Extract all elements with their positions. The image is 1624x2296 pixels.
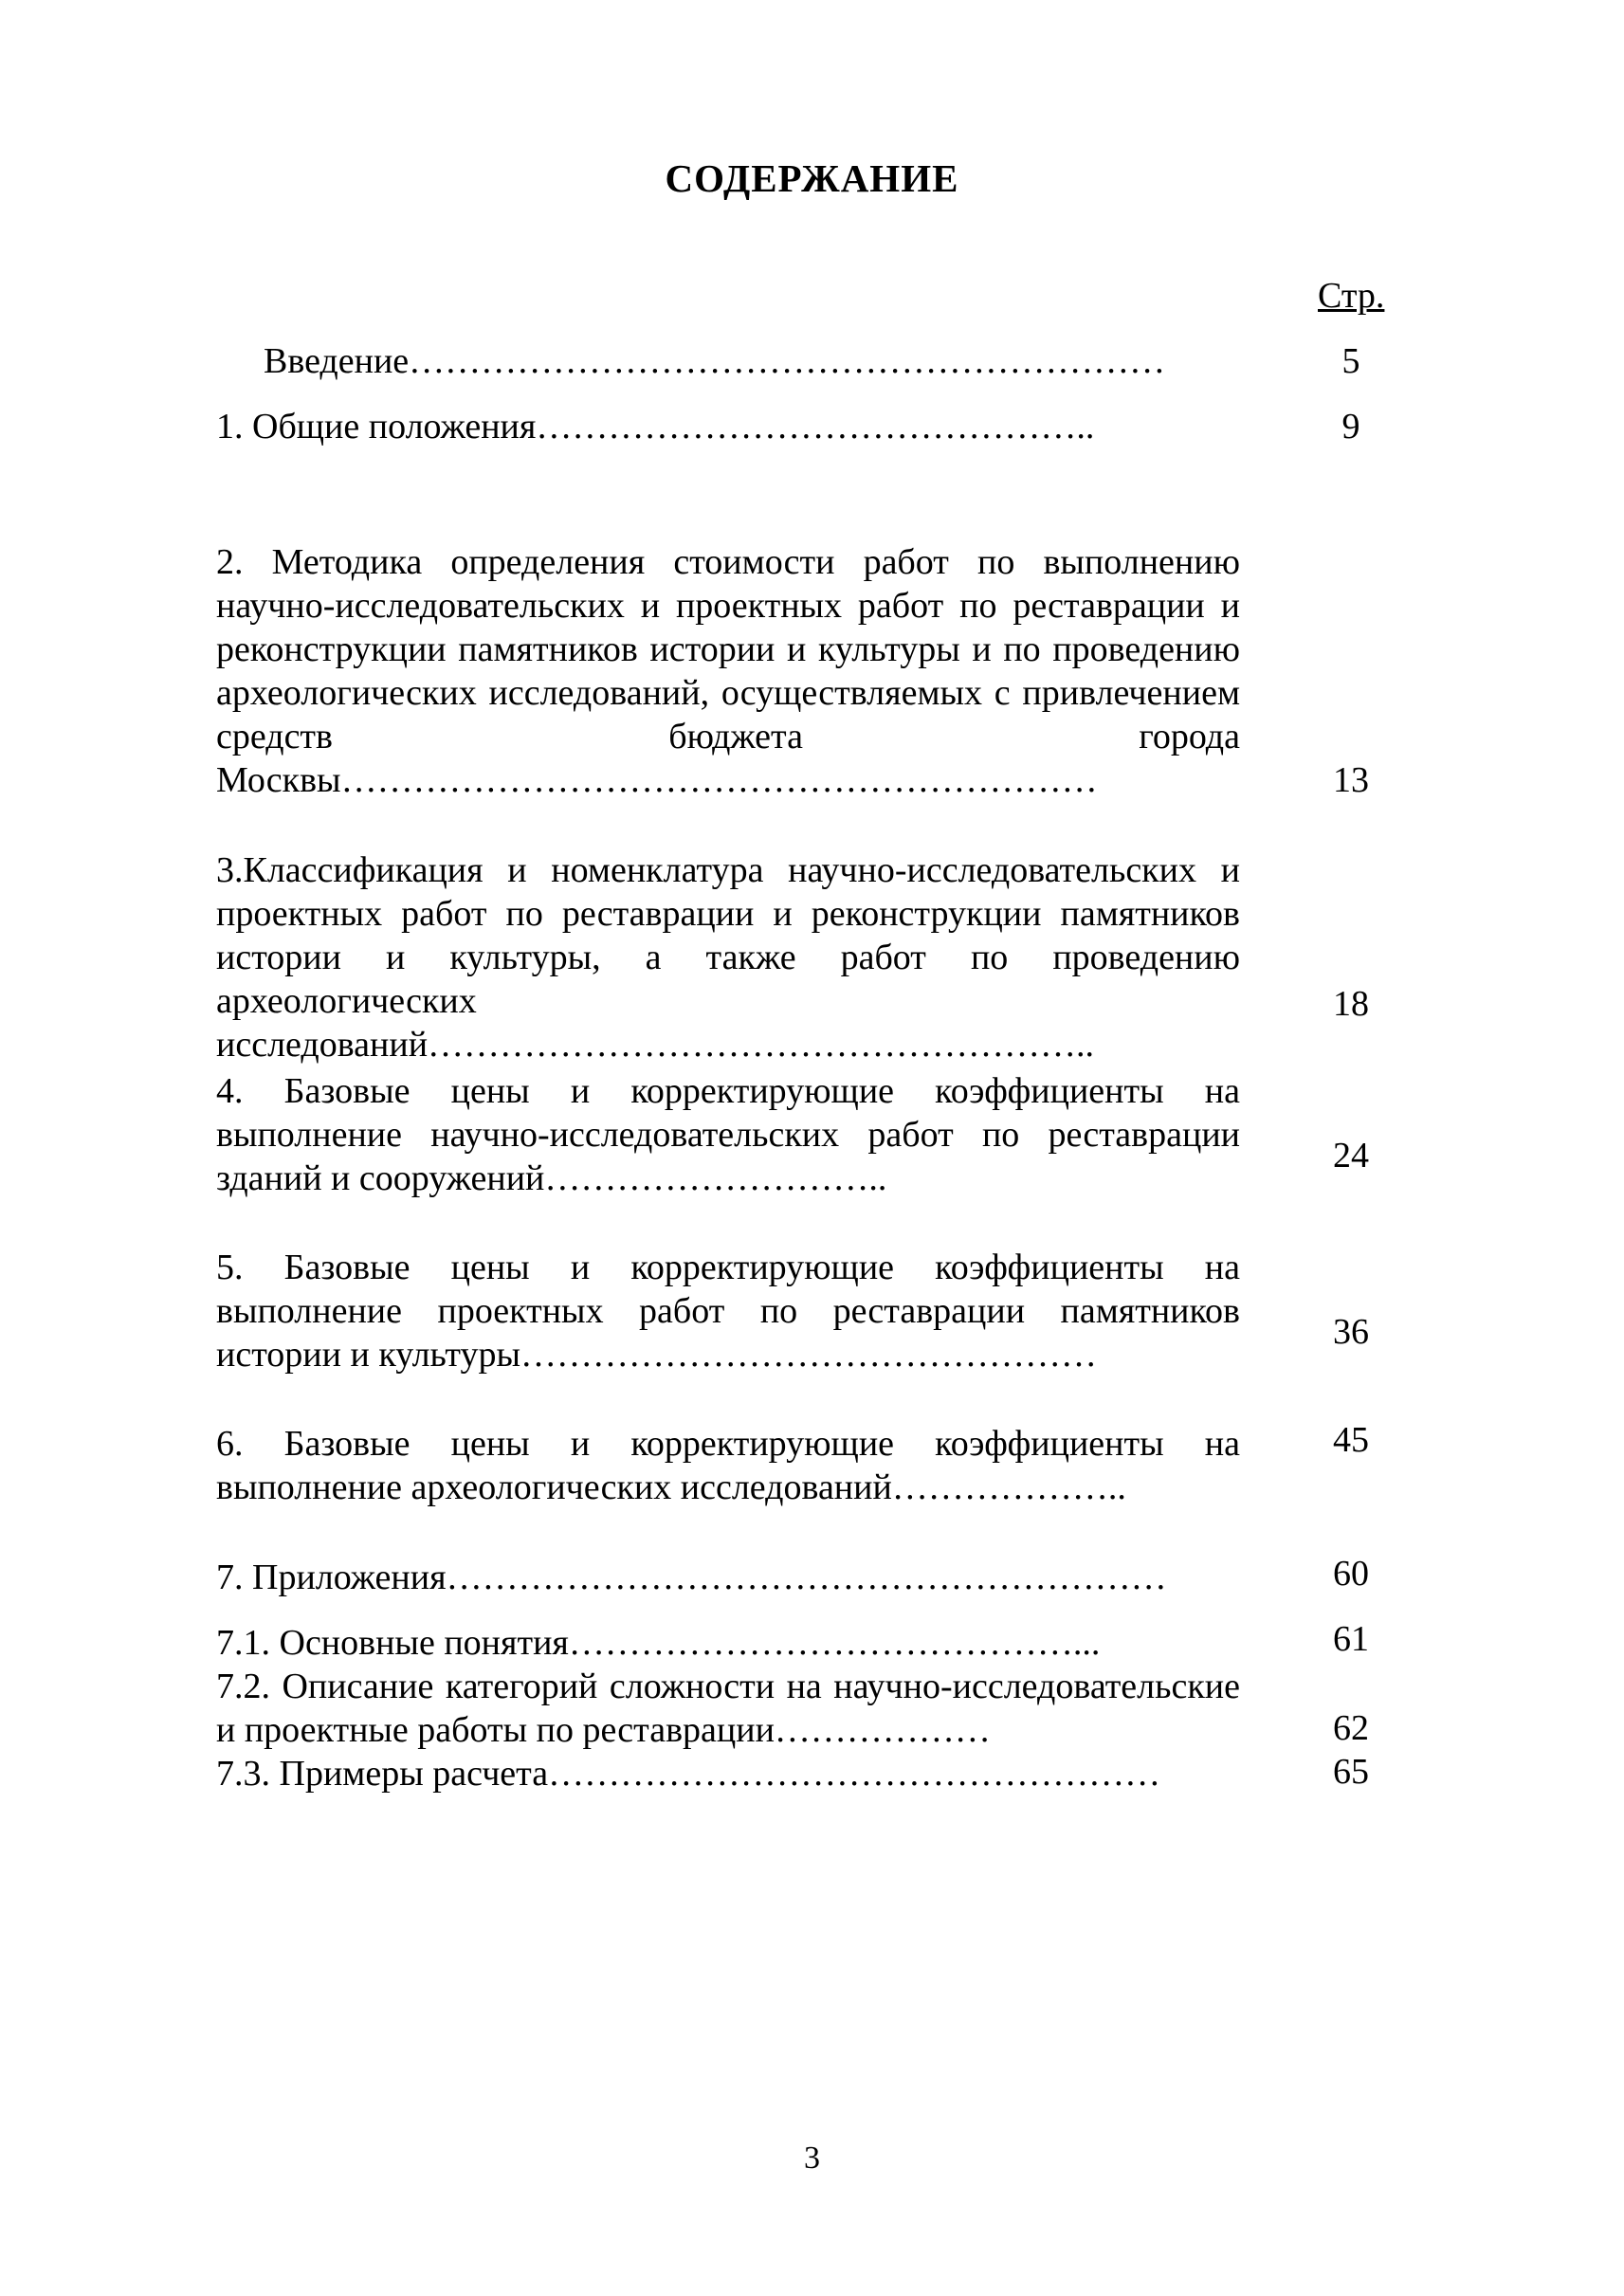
toc-entry-text: 2. Методика определения стоимости работ по выполнению научно-исследовательских и проектных работ по реставрации и реконструкции памятников истории и культуры и по проведению археологических исследований, осуществляемых с привлечением средств бюджета города Москвы……………………………………………………… [216, 542, 1240, 800]
toc-entry-page: 36 [1333, 1312, 1369, 1352]
toc-entry-text: 6. Базовые цены и корректирующие коэффициенты на выполнение археологических исследований……………….. [216, 1424, 1240, 1507]
toc-entry-page: 9 [1341, 407, 1360, 446]
toc-entry-7-3 [216, 1752, 1240, 1795]
page-title: СОДЕРЖАНИЕ [665, 156, 959, 200]
toc-entry-text: Введение……………………………………………………… [264, 341, 1166, 381]
toc-entry-page: 13 [1333, 760, 1369, 800]
toc-entry-7-1 [216, 1621, 1240, 1665]
toc-entry-text: 1. Общие положения……………………………………….. [216, 407, 1095, 446]
toc-entry-7-2 [216, 1665, 1240, 1752]
toc-entry-1 [216, 405, 1240, 448]
toc-entry-text: 4. Базовые цены и корректирующие коэффициенты на выполнение научно-исследовательских работ по реставрации зданий и сооружений……………………….. [216, 1071, 1240, 1198]
toc-entry-page: 62 [1333, 1708, 1369, 1748]
toc-entry-2 [216, 540, 1240, 802]
toc-entry-page: 24 [1333, 1136, 1369, 1175]
toc-entry-3 [216, 848, 1240, 1066]
toc-entry-page: 45 [1333, 1420, 1369, 1460]
toc-entry-6 [216, 1422, 1240, 1509]
toc-entry-page: 60 [1333, 1554, 1369, 1594]
toc-entry-introduction [216, 339, 1287, 383]
toc-entry-text: 7.3. Примеры расчета…………………………………………… [216, 1754, 1161, 1794]
toc-entry-text: 5. Базовые цены и корректирующие коэффициенты на выполнение проектных работ по реставрации памятников истории и культуры………………………………………… [216, 1248, 1240, 1375]
toc-entry-5 [216, 1246, 1240, 1376]
toc-entry-page: 5 [1341, 341, 1360, 381]
toc-entry-7 [216, 1556, 1240, 1599]
toc-entry-4 [216, 1069, 1240, 1200]
toc-entry-page: 18 [1333, 984, 1369, 1024]
toc-entry-text: 7.1. Основные понятия……………………………………... [216, 1623, 1101, 1663]
page-column-header: Стр. [1318, 276, 1385, 316]
toc-entry-text: 7. Приложения…………………………………………………… [216, 1558, 1167, 1597]
toc-entry-page: 61 [1333, 1619, 1369, 1659]
toc-entry-page: 65 [1333, 1752, 1369, 1792]
toc-entry-text: 3.Классификация и номенклатура научно-исследовательских и проектных работ по реставрации и реконструкции памятников истории и культуры, а также работ по проведению археологических исследований……………………………………………….. [216, 850, 1240, 1065]
toc-entry-text: 7.2. Описание категорий сложности на научно-исследовательские и проектные работы по реставрации……………… [216, 1667, 1240, 1750]
footer-page-number: 3 [804, 2141, 820, 2176]
